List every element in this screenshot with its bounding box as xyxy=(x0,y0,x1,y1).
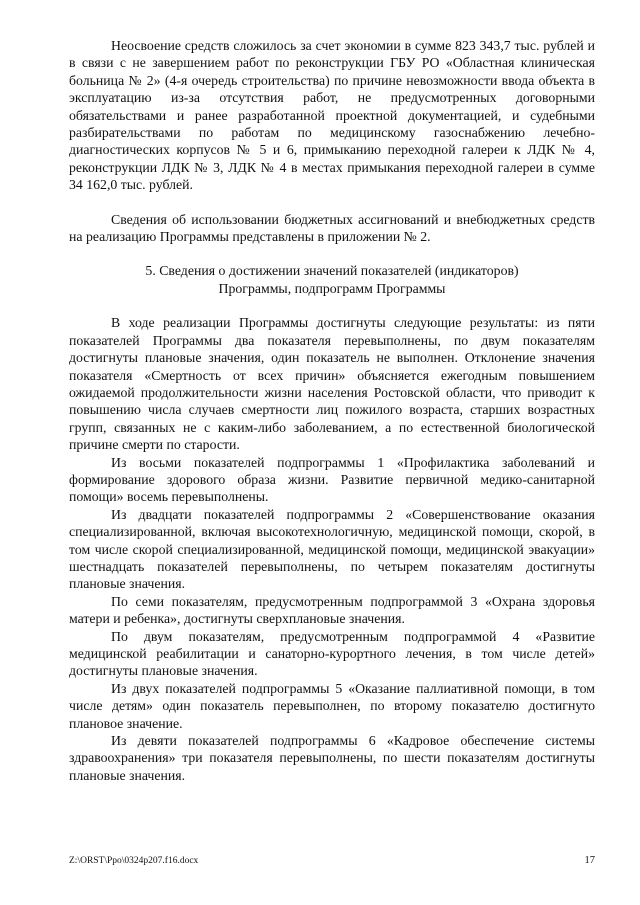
paragraph-subprogram-4: По двум показателям, предусмотренным подпрограммой 4 «Развитие медицинской реабилитации и санаторно-курортного лечения, в том числе детей» достигнуты плановые значения. xyxy=(69,628,595,679)
page-body xyxy=(69,37,595,784)
section-heading-line-2: Программы, подпрограмм Программы xyxy=(218,280,446,296)
paragraph-subprogram-6: Из девяти показателей подпрограммы 6 «Кадровое обеспечение системы здравоохранения» три показателя перевыполнены, по шести показателям достигнуты плановые значения. xyxy=(69,733,595,783)
page-number: 17 xyxy=(584,855,595,866)
section-heading-line-1: 5. Сведения о достижении значений показателей (индикаторов) xyxy=(145,263,519,279)
paragraph-subprogram-2: Из двадцати показателей подпрограммы 2 «Совершенствование оказания специализированной, включая высокотехнологичную, медицинской помощи, скорой, в том числе скорой специализированной, медицинской помощи, медицинской эвакуации» шестнадцать показателей перевыполнены, по четырем показателям достигнуты плановые значения. xyxy=(69,506,595,592)
paragraph-subprogram-5: Из двух показателей подпрограммы 5 «Оказание паллиативной помощи, в том числе детям» один показатель перевыполнен, по второму показателю достигнуто плановое значение. xyxy=(69,680,595,731)
paragraph-unspent-funds: Неосвоение средств сложилось за счет экономии в сумме 823 343,7 тыс. рублей и в связи с не завершением работ по реконструкции ГБУ РО «Областная клиническая больница № 2» (4-я очередь строительства) по причине невозможности ввода объекта в эксплуатацию из-за отсутствия работ, не предусмотренных договорными обязательствами и ранее разработанной проектной документацией, и судебными разбирательствами по работам по медицинскому газоснабжению лечебно-диагностических корпусов № 5 и 6, примыканию переходной галереи к ЛДК № 4, реконструкции ЛДК № 3, ЛДК № 4 в местах примыкания переходной галереи в сумме 34 162,0 тыс. рублей. xyxy=(69,38,595,193)
section-heading xyxy=(69,262,595,297)
paragraph-results-summary: В ходе реализации Программы достигнуты следующие результаты: из пяти показателей Программы два показателя перевыполнены, по двум показателям достигнуты плановые значения, один показатель не выполнен. Отклонение значения показателя «Смертность от всех причин» объясняется ежегодным повышением ожидаемой продолжительности жизни населения Ростовской области, что приводит к повышению числа случаев смертности лиц пожилого возраста, старших возрастных групп, связанных не с каким-либо заболеванием, а по естественной биологической причине смерти по старости. xyxy=(69,315,595,453)
paragraph-subprogram-3: По семи показателям, предусмотренным подпрограммой 3 «Охрана здоровья матери и ребенка», достигнуты сверхплановые значения. xyxy=(69,593,595,627)
paragraph-budget-info: Сведения об использовании бюджетных ассигнований и внебюджетных средств на реализацию Программы представлены в приложении № 2. xyxy=(69,211,595,245)
paragraph-subprogram-1: Из восьми показателей подпрограммы 1 «Профилактика заболеваний и формирование здорового образа жизни. Развитие первичной медико-санитарной помощи» восемь перевыполнены. xyxy=(69,454,595,505)
footer-file-path: Z:\ORST\Ppo\0324p207.f16.docx xyxy=(69,856,199,866)
